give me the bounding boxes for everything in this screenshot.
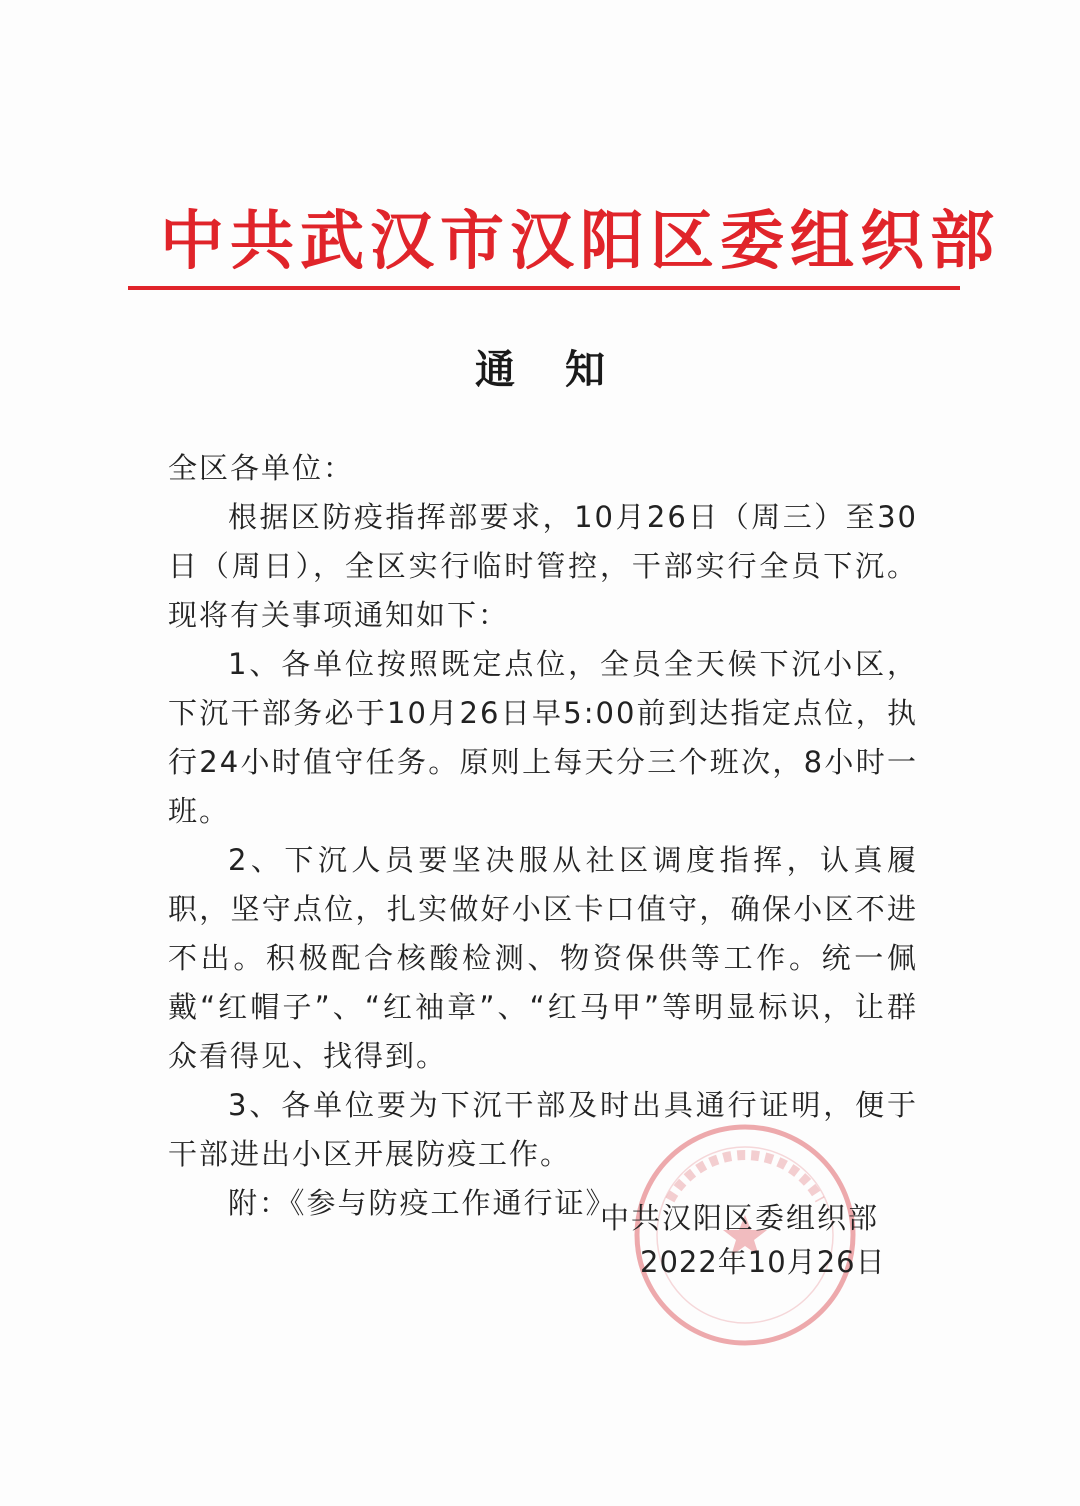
- title-char-2: 知: [565, 346, 605, 393]
- document-title: [0, 338, 1080, 395]
- intro-paragraph: 根据区防疫指挥部要求，10月26日（周三）至30日（周日），全区实行临时管控，干部实行全员下沉。现将有关事项通知如下：: [168, 500, 918, 632]
- signature-org: 中共汉阳区委组织部: [600, 1201, 880, 1235]
- item-1-paragraph: 1、各单位按照既定点位，全员全天候下沉小区，下沉干部务必于10月26日早5:00前到达指定点位，执行24小时值守任务。原则上每天分三个班次，8小时一班。: [168, 647, 918, 828]
- item-2-paragraph: 2、下沉人员要坚决服从社区调度指挥，认真履职，坚守点位，扎实做好小区卡口值守，确保小区不进不出。积极配合核酸检测、物资保供等工作。统一佩戴“红帽子”、“红袖章”、“红马甲”等明显标识，让群众看得见、找得到。: [168, 843, 918, 1073]
- item-3-paragraph: 3、各单位要为下沉干部及时出具通行证明，便于干部进出小区开展防疫工作。: [168, 1088, 918, 1171]
- red-divider-line: [128, 286, 960, 290]
- org-header-title: 中共武汉市汉阳区委组织部: [160, 204, 1000, 279]
- salutation: 全区各单位：: [168, 451, 355, 485]
- document-body: [168, 444, 918, 1228]
- signature-date: 2022年10月26日: [640, 1245, 886, 1279]
- title-char-1: 通: [475, 346, 515, 393]
- attachment-line: 附：《参与防疫工作通行证》: [228, 1186, 617, 1220]
